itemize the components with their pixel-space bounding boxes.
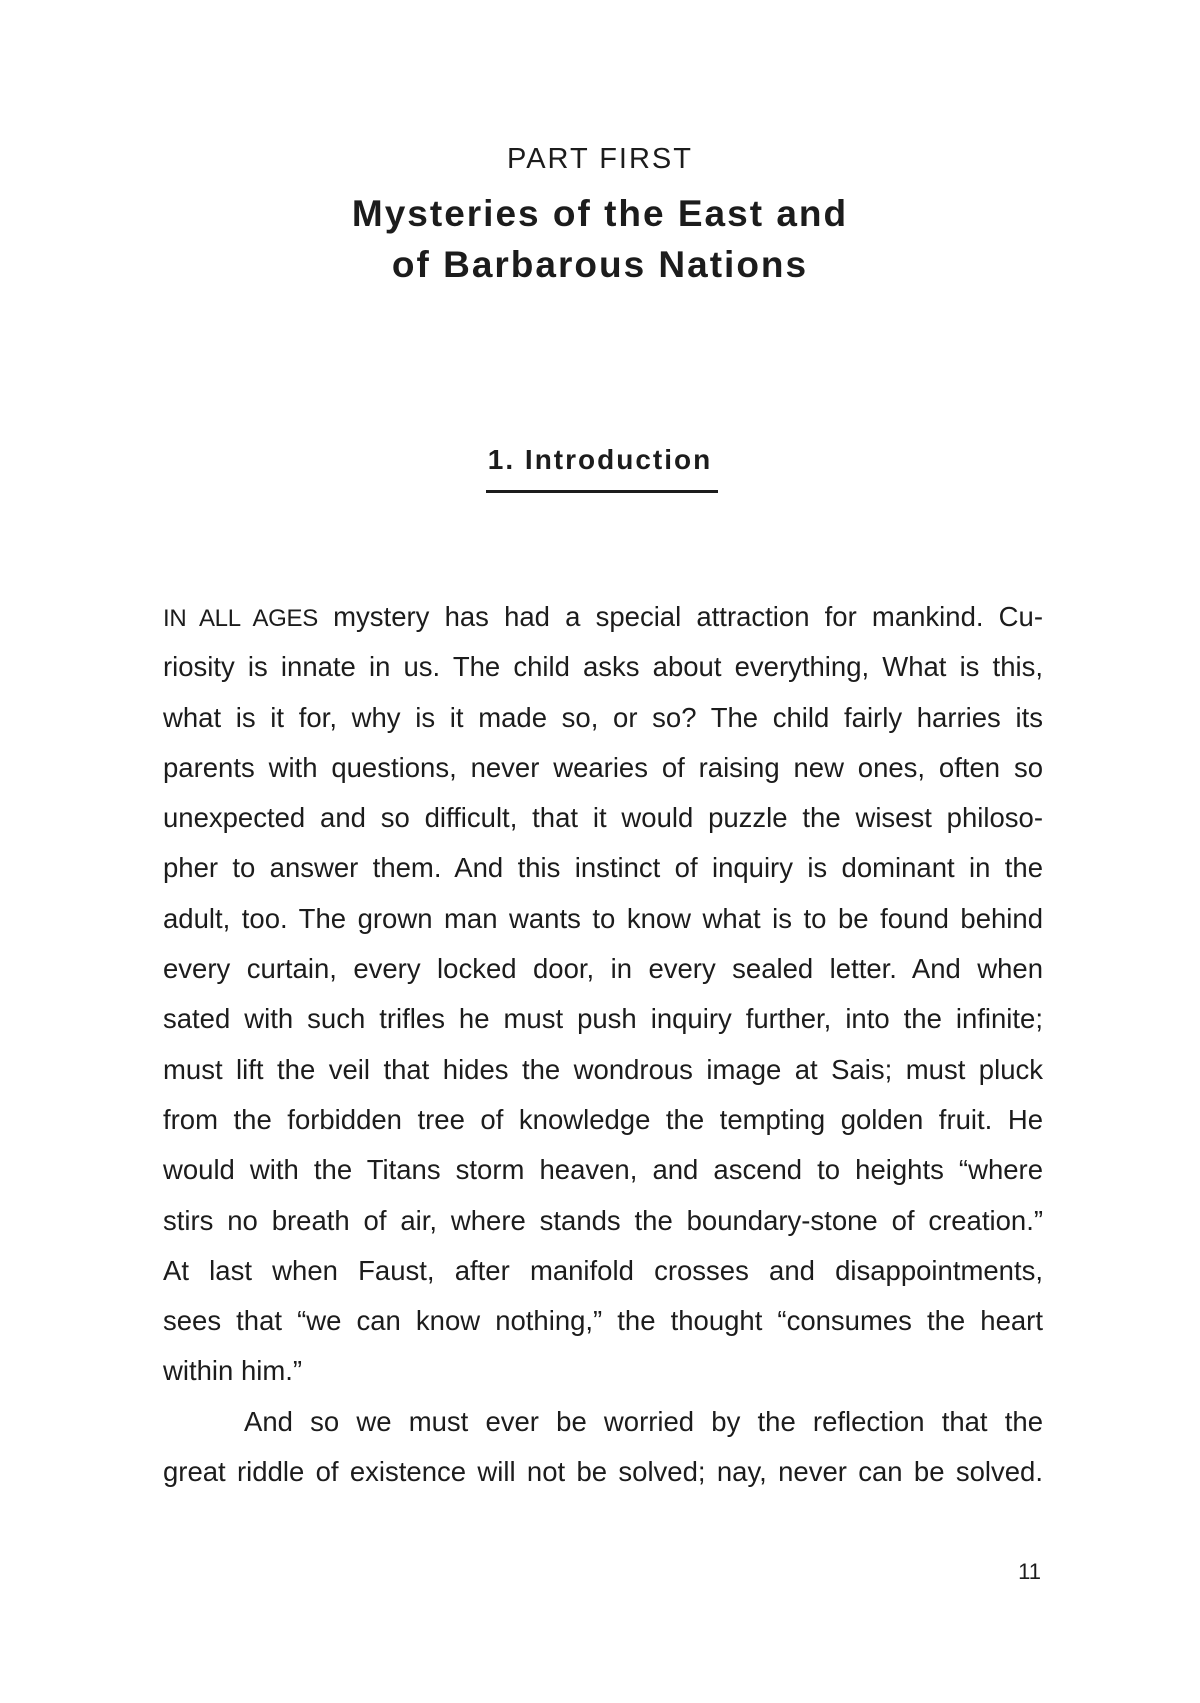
text-line: would with the Titans storm heaven, and ascend to heights “where	[163, 1154, 1043, 1186]
text-line: within him.”	[163, 1355, 303, 1387]
text-line	[163, 592, 1043, 642]
text-line: what is it for, why is it made so, or so? The child fairly harries its	[163, 701, 1043, 733]
text-line: sated with such trifles he must push inquiry further, into the infinite;	[163, 1003, 1043, 1035]
page-number: 11	[1018, 1559, 1041, 1584]
text-line: riosity is innate in us. The child asks about everything, What is this,	[163, 651, 1043, 683]
section-heading: 1. Introduction	[487, 444, 713, 475]
text-line: unexpected and so difficult, that it would puzzle the wisest philoso-	[163, 802, 1043, 834]
text-line: great riddle of existence will not be solved; nay, never can be solved.	[163, 1456, 1043, 1488]
paragraph-1	[163, 592, 1043, 1397]
part-label: PART FIRST	[507, 143, 693, 175]
text-line: adult, too. The grown man wants to know what is to be found behind	[163, 902, 1043, 934]
part-title-line-2: of Barbarous Nations	[391, 244, 809, 285]
part-title	[0, 188, 1200, 290]
text-line: pher to answer them. And this instinct of inquiry is dominant in the	[163, 852, 1043, 884]
text-line: every curtain, every locked door, in every sealed letter. And when	[163, 953, 1043, 985]
text-line: stirs no breath of air, where stands the boundary-stone of creation.”	[163, 1204, 1043, 1236]
line-text: mystery has had a special attraction for mankind. Cu-	[317, 601, 1043, 632]
text-line: parents with questions, never wearies of raising new ones, often so	[163, 751, 1043, 783]
text-line: sees that “we can know nothing,” the thought “consumes the heart	[163, 1305, 1043, 1337]
body-text	[163, 592, 1043, 1497]
part-title-line-1: Mysteries of the East and	[351, 193, 849, 234]
paragraph-2	[163, 1397, 1043, 1498]
section-heading-underline	[486, 490, 718, 493]
text-line: At last when Faust, after manifold crosses and disappointments,	[163, 1254, 1043, 1286]
opening-small-caps: IN ALL AGES	[163, 605, 318, 632]
text-line: must lift the veil that hides the wondrous image at Sais; must pluck	[163, 1053, 1043, 1085]
text-line: from the forbidden tree of knowledge the tempting golden fruit. He	[163, 1103, 1043, 1135]
text-line: And so we must ever be worried by the reflection that the	[244, 1405, 1043, 1437]
